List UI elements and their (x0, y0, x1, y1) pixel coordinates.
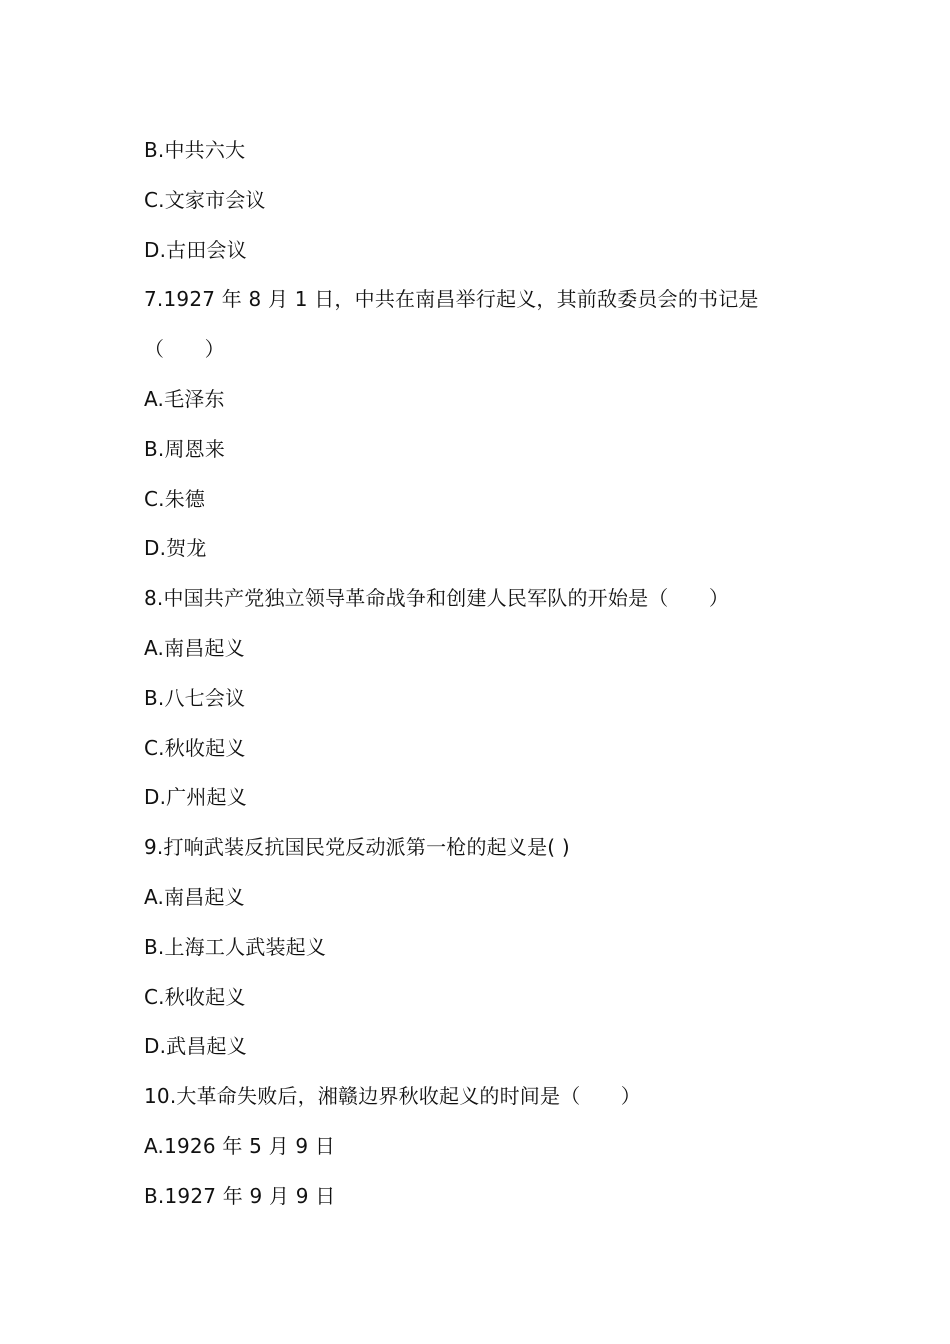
option-line: B.中共六大 (144, 138, 246, 162)
question-line: 9.打响武装反抗国民党反动派第一枪的起义是( ) (144, 835, 570, 860)
option-line: D.武昌起义 (144, 1034, 247, 1059)
option-line: A.南昌起义 (144, 635, 245, 660)
option-line: D.广州起义 (144, 785, 247, 810)
question-line: 8.中国共产党独立领导革命战争和创建人民军队的开始是（ ） (144, 586, 730, 611)
option-line: B.八七会议 (144, 685, 246, 710)
option-line: A.毛泽东 (144, 386, 225, 411)
option-line: A.1926 年 5 月 9 日 (144, 1133, 336, 1158)
option-line: C.文家市会议 (144, 187, 266, 212)
option-line: C.秋收起义 (144, 984, 246, 1009)
question-line: 7.1927 年 8 月 1 日，中共在南昌举行起义，其前敌委员会的书记是 (144, 287, 759, 312)
option-line: C.秋收起义 (144, 735, 246, 760)
document-body (144, 126, 804, 1222)
option-line: B.1927 年 9 月 9 日 (144, 1183, 336, 1208)
question-line: （ ） (144, 337, 225, 362)
option-line: D.贺龙 (144, 536, 207, 561)
question-line: 10.大革命失败后，湘赣边界秋收起义的时间是（ ） (144, 1084, 642, 1109)
option-line: C.朱德 (144, 486, 206, 511)
option-line: A.南昌起义 (144, 884, 245, 909)
option-line: D.古田会议 (144, 237, 247, 262)
option-line: B.上海工人武装起义 (144, 934, 327, 959)
option-line: B.周恩来 (144, 436, 226, 461)
